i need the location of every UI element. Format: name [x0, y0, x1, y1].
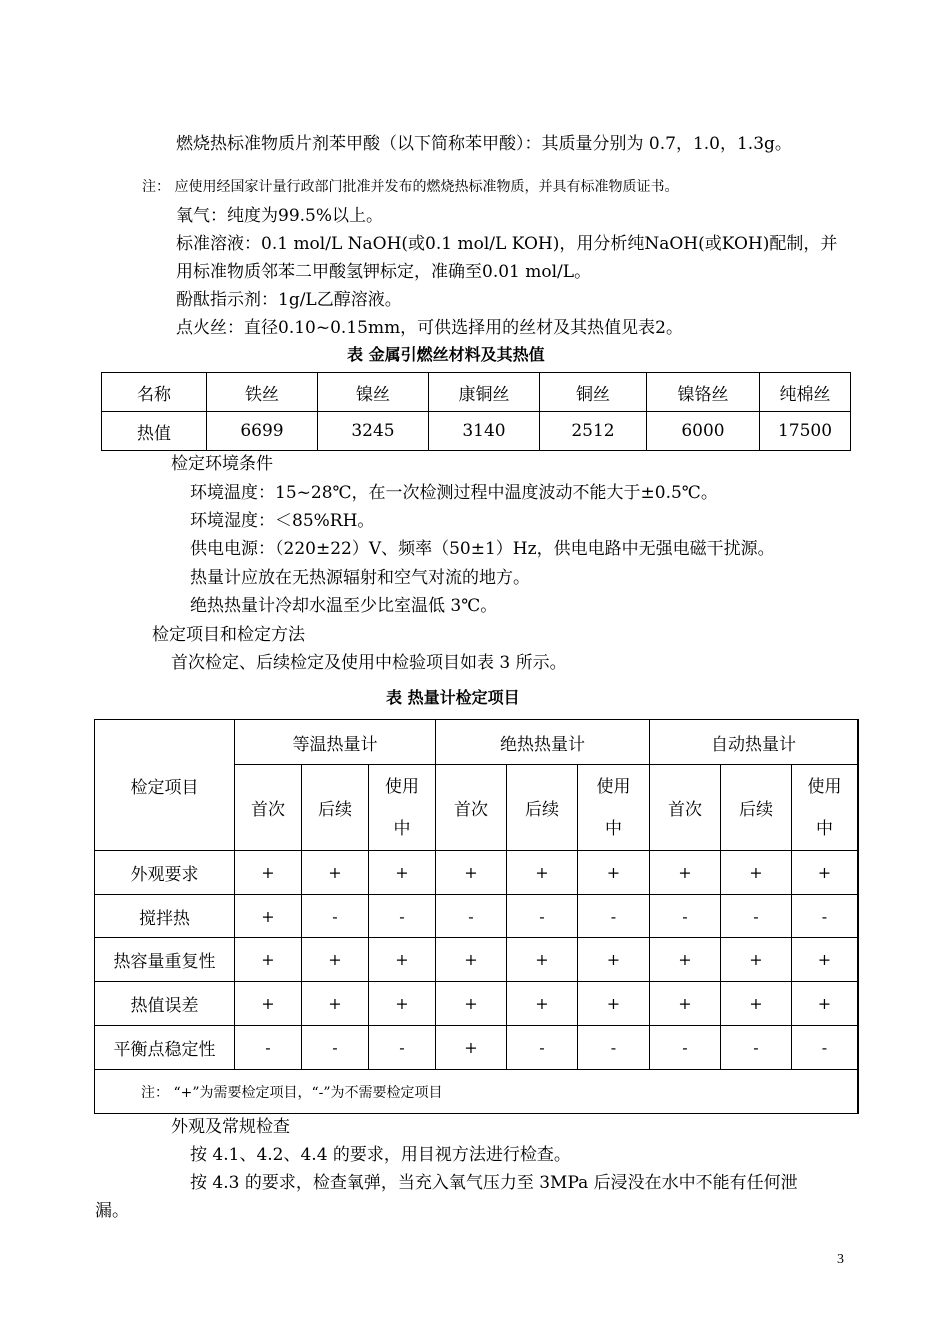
- group-header: 等温热量计: [235, 720, 436, 765]
- table-cell: 铜丝: [540, 373, 647, 412]
- table1-caption: 表 金属引燃丝材料及其热值: [347, 345, 545, 364]
- table-cell: -: [792, 1026, 859, 1070]
- row-label: 外观要求: [95, 851, 235, 895]
- table-cell: +: [792, 938, 859, 982]
- table-cell: +: [436, 982, 507, 1026]
- table-cell: -: [235, 1026, 302, 1070]
- wire-heat-table: [101, 372, 851, 451]
- table-cell: 17500: [760, 412, 851, 451]
- paragraph-standard-solution: 标准溶液：0.1 mol/L NaOH(或0.1 mol/L KOH)，用分析纯NaOH(或KOH)配制，并: [176, 234, 838, 254]
- table-corner-cell: 检定项目: [95, 720, 235, 851]
- table-cell: -: [507, 1026, 578, 1070]
- sub-header: 后续: [721, 765, 792, 851]
- table-cell: -: [650, 1026, 721, 1070]
- table-cell: -: [721, 895, 792, 938]
- table-cell: -: [721, 1026, 792, 1070]
- table-cell: +: [578, 982, 650, 1026]
- sub-header-line: 中: [816, 818, 833, 839]
- section-appearance-title: 外观及常规检查: [171, 1117, 290, 1137]
- table-cell: +: [578, 851, 650, 895]
- table-row: [95, 982, 859, 1026]
- table-row: [102, 412, 851, 451]
- table-cell: 6699: [207, 412, 318, 451]
- table-row: [95, 851, 859, 895]
- table-cell: -: [507, 895, 578, 938]
- paragraph-ignition-wire: 点火丝：直径0.10~0.15mm，可供选择用的丝材及其热值见表2。: [176, 318, 684, 338]
- table-cell: +: [650, 938, 721, 982]
- table-row: [102, 373, 851, 412]
- table-cell: +: [650, 851, 721, 895]
- table-cell: +: [235, 982, 302, 1026]
- table-cell: 名称: [102, 373, 207, 412]
- section-environment-title: 检定环境条件: [171, 454, 273, 474]
- table-cell: +: [369, 938, 436, 982]
- table-row: [95, 895, 859, 938]
- table-cell: -: [436, 895, 507, 938]
- table-cell: 镍铬丝: [647, 373, 760, 412]
- table-cell: 2512: [540, 412, 647, 451]
- paragraph-env-place: 热量计应放在无热源辐射和空气对流的地方。: [190, 568, 530, 588]
- table-cell: -: [302, 895, 369, 938]
- paragraph-oxygen: 氧气：纯度为99.5%以上。: [176, 206, 384, 226]
- table-cell: -: [369, 895, 436, 938]
- table-cell: +: [650, 982, 721, 1026]
- section-items-title: 检定项目和检定方法: [152, 625, 305, 645]
- table-cell: 镍丝: [318, 373, 429, 412]
- table-cell: +: [578, 938, 650, 982]
- row-label: 热值误差: [95, 982, 235, 1026]
- table-cell: 6000: [647, 412, 760, 451]
- table-cell: -: [302, 1026, 369, 1070]
- table-cell: +: [721, 982, 792, 1026]
- table-cell: +: [302, 982, 369, 1026]
- table-cell: +: [235, 938, 302, 982]
- page-number: 3: [837, 1252, 844, 1267]
- group-header: 自动热量计: [650, 720, 859, 765]
- sub-header: 首次: [235, 765, 302, 851]
- table-cell: +: [302, 938, 369, 982]
- row-label: 热容量重复性: [95, 938, 235, 982]
- table-cell: +: [721, 938, 792, 982]
- table-cell: 3245: [318, 412, 429, 451]
- sub-header-line: 使用: [596, 776, 631, 797]
- table-cell: +: [792, 982, 859, 1026]
- table-row: [95, 1026, 859, 1070]
- table-cell: +: [436, 851, 507, 895]
- table-cell: 康铜丝: [429, 373, 540, 412]
- paragraph-appearance-visual: 按 4.1、4.2、4.4 的要求，用目视方法进行检查。: [190, 1145, 571, 1165]
- paragraph-benzoic-acid: 燃烧热标准物质片剂苯甲酸（以下简称苯甲酸）：其质量分别为 0.7，1.0，1.3g。: [176, 134, 792, 154]
- table-note: 注： “+”为需要检定项目，“-”为不需要检定项目: [95, 1070, 859, 1114]
- table-cell: -: [792, 895, 859, 938]
- table-cell: -: [369, 1026, 436, 1070]
- table-row: [95, 1070, 859, 1114]
- table-row: [95, 720, 859, 765]
- sub-header-line: 使用: [807, 776, 842, 797]
- paragraph-env-power: 供电电源：（220±22）V、频率（50±1）Hz，供电电路中无强电磁干扰源。: [190, 539, 775, 559]
- sub-header: 后续: [302, 765, 369, 851]
- table-cell: -: [578, 895, 650, 938]
- table2-caption: 表 热量计检定项目: [386, 688, 520, 707]
- table-cell: 纯棉丝: [760, 373, 851, 412]
- table-cell: -: [578, 1026, 650, 1070]
- sub-header-line: 中: [393, 818, 411, 839]
- calorimeter-items-table: [94, 719, 859, 1114]
- table-cell: +: [507, 851, 578, 895]
- note-standard-material: 注： 应使用经国家计量行政部门批准并发布的燃烧热标准物质，并具有标准物质证书。: [142, 179, 679, 195]
- table-cell: +: [507, 982, 578, 1026]
- paragraph-appearance-oxygen-bomb-cont: 漏。: [95, 1201, 129, 1221]
- table-cell: +: [302, 851, 369, 895]
- sub-header-line: 中: [605, 818, 622, 839]
- table-cell: -: [650, 895, 721, 938]
- sub-header: 首次: [436, 765, 507, 851]
- sub-header: [792, 765, 859, 851]
- paragraph-env-temp: 环境温度：15~28℃，在一次检测过程中温度波动不能大于±0.5℃。: [190, 483, 718, 503]
- table-cell: 铁丝: [207, 373, 318, 412]
- sub-header: [578, 765, 650, 851]
- table-cell: +: [792, 851, 859, 895]
- table-cell: +: [369, 851, 436, 895]
- row-label: 平衡点稳定性: [95, 1026, 235, 1070]
- paragraph-env-humidity: 环境湿度：＜85%RH。: [190, 511, 375, 531]
- paragraph-standard-solution-cont: 用标准物质邻苯二甲酸氢钾标定，准确至0.01 mol/L。: [176, 262, 592, 282]
- sub-header-line: 使用: [385, 776, 419, 797]
- table-cell: +: [369, 982, 436, 1026]
- table-cell: 热值: [102, 412, 207, 451]
- table-cell: 3140: [429, 412, 540, 451]
- sub-header: 后续: [507, 765, 578, 851]
- sub-header: [369, 765, 436, 851]
- table-row: [95, 938, 859, 982]
- paragraph-appearance-oxygen-bomb: 按 4.3 的要求，检查氧弹，当充入氧气压力至 3MPa 后浸没在水中不能有任何泄: [190, 1173, 798, 1193]
- table-cell: +: [436, 1026, 507, 1070]
- table-cell: +: [721, 851, 792, 895]
- sub-header: 首次: [650, 765, 721, 851]
- table-cell: +: [507, 938, 578, 982]
- table-cell: +: [235, 895, 302, 938]
- paragraph-items-desc: 首次检定、后续检定及使用中检验项目如表 3 所示。: [171, 653, 567, 673]
- paragraph-indicator: 酚酞指示剂：1g/L乙醇溶液。: [176, 290, 402, 310]
- table-cell: +: [235, 851, 302, 895]
- group-header: 绝热热量计: [436, 720, 650, 765]
- table-cell: +: [436, 938, 507, 982]
- paragraph-env-cooling: 绝热热量计冷却水温至少比室温低 3℃。: [190, 596, 498, 616]
- row-label: 搅拌热: [95, 895, 235, 938]
